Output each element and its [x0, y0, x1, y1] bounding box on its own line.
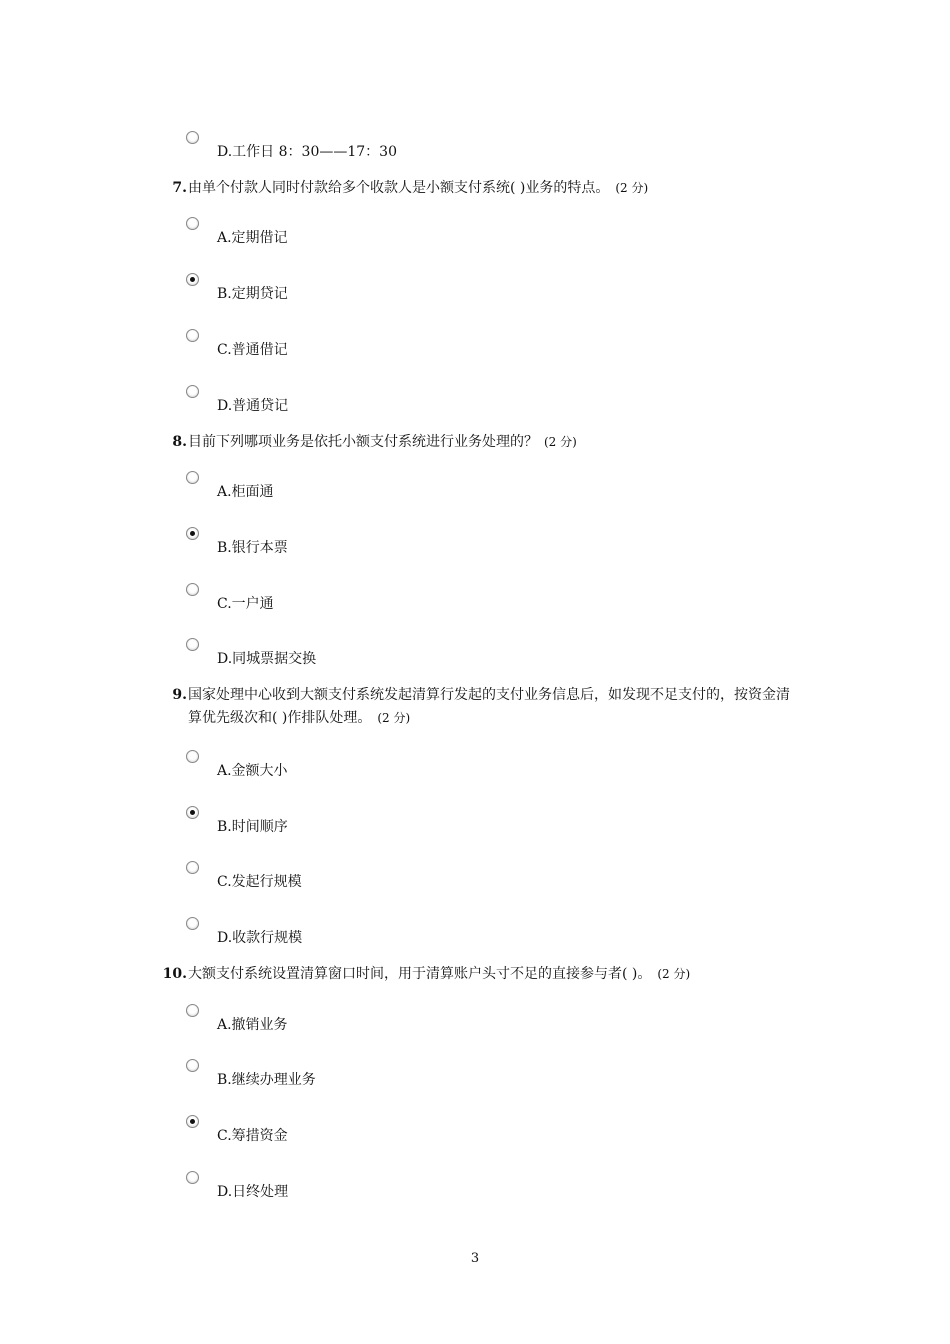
question-score: (2 分)	[657, 967, 691, 981]
option-label: A.定期借记	[217, 230, 288, 246]
radio-button[interactable]	[186, 385, 199, 398]
option-label: C.筹措资金	[217, 1128, 288, 1144]
question-9	[160, 684, 810, 730]
radio-button[interactable]	[186, 638, 199, 651]
option-label: A.柜面通	[217, 484, 274, 500]
radio-button[interactable]	[186, 329, 199, 342]
option-label: B.定期贷记	[217, 286, 288, 302]
option-label: D.同城票据交换	[217, 651, 317, 667]
question-number: 7.	[172, 180, 187, 196]
radio-button[interactable]	[186, 1171, 199, 1184]
radio-button[interactable]	[186, 1004, 199, 1017]
option-label: C.一户通	[217, 596, 274, 612]
radio-button[interactable]	[186, 1115, 199, 1128]
radio-button[interactable]	[186, 750, 199, 763]
radio-button[interactable]	[186, 527, 199, 540]
radio-button[interactable]	[186, 806, 199, 819]
radio-button[interactable]	[186, 273, 199, 286]
option-label: A.撤销业务	[217, 1017, 288, 1033]
question-text: 目前下列哪项业务是依托小额支付系统进行业务处理的？	[188, 434, 538, 450]
option-label: D.普通贷记	[217, 398, 289, 414]
option-label: A.金额大小	[217, 763, 288, 779]
question-10	[160, 963, 810, 986]
question-7	[160, 177, 810, 200]
question-number: 9.	[172, 687, 187, 703]
radio-button[interactable]	[186, 917, 199, 930]
radio-button[interactable]	[186, 217, 199, 230]
radio-button[interactable]	[186, 861, 199, 874]
radio-button[interactable]	[186, 583, 199, 596]
question-text: 大额支付系统设置清算窗口时间，用于清算账户头寸不足的直接参与者( )。	[188, 966, 652, 982]
option-label: B.时间顺序	[217, 819, 288, 835]
option-label: D.日终处理	[217, 1184, 289, 1200]
option-label: C.普通借记	[217, 342, 288, 358]
page-number: 3	[470, 1251, 480, 1266]
question-text: 由单个付款人同时付款给多个收款人是小额支付系统( )业务的特点。	[188, 180, 610, 196]
question-text: 国家处理中心收到大额支付系统发起清算行发起的支付业务信息后，如发现不足支付的，按资金清算优先级次和( )作排队处理。	[188, 687, 790, 726]
question-score: (2 分)	[377, 711, 411, 725]
question-number: 8.	[172, 434, 187, 450]
question-score: (2 分)	[544, 435, 577, 449]
question-score: (2 分)	[615, 181, 649, 195]
radio-button[interactable]	[186, 1059, 199, 1072]
option-label: B.继续办理业务	[217, 1072, 316, 1088]
option-label: D.工作日 8：30——17：30	[217, 144, 397, 160]
option-label: C.发起行规模	[217, 874, 302, 890]
option-label: D.收款行规模	[217, 930, 303, 946]
option-label: B.银行本票	[217, 540, 288, 556]
question-number: 10.	[162, 966, 187, 982]
radio-button[interactable]	[186, 131, 199, 144]
question-8	[160, 431, 810, 454]
radio-button[interactable]	[186, 471, 199, 484]
